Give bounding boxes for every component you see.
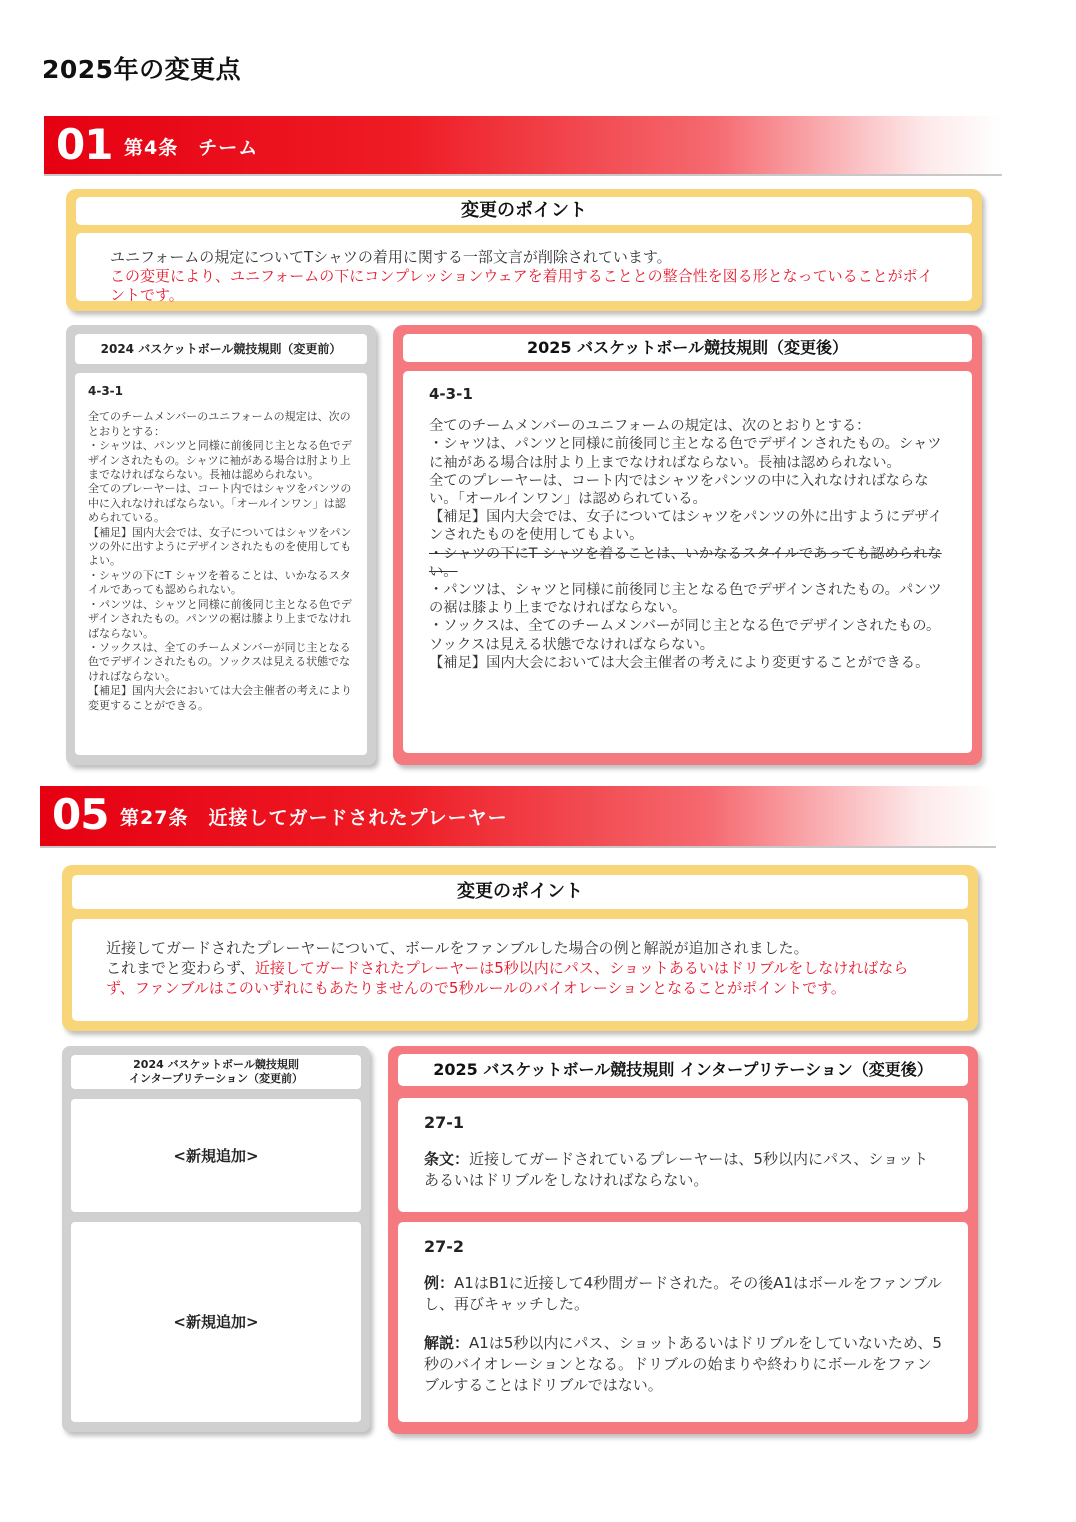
change-point-lead: これまでと変わらず、 [106,959,255,977]
rule-text: 【補足】国内大会では、女子についてはシャツをパンツの外に出すようにデザインされたものを使用してもよい。 [88,525,352,568]
rule-text: 【補足】国内大会では、女子についてはシャツをパンツの外に出すようにデザインされたものを使用してもよい。 [429,509,943,544]
rule-text: ・パンツは、シャツと同様に前後同じ主となる色でデザインされたもの。パンツの裾は膝より上までなければならない。 [88,597,352,640]
rule-text: ・ソックスは、全てのチームメンバーが同じ主となる色でデザインされたもの。ソックスは見える状態でなければならない。 [88,640,351,683]
rule-text: 【補足】国内大会においては大会主催者の考えにより変更することができる。 [429,654,930,671]
old-rule-header: 2024 バスケットボール競技規則（変更前） [75,334,367,364]
rule-text [424,1149,942,1191]
old-rule-box-05 [62,1046,370,1432]
example-label: 例： [424,1274,455,1292]
rule-text: 全てのチームメンバーのユニフォームの規定は、次のとおりとする： [429,418,871,435]
rule-text: ・パンツは、シャツと同様に前後同じ主となる色でデザインされたもの。パンツの裾は膝より上までなければならない。 [429,582,942,617]
interpretation-27-2 [398,1222,968,1422]
change-point-highlight: 近接してガードされたプレーヤーは5秒以内にパス、ショットあるいはドリブルをしなければならず、ファンブルはこのいずれにもあたりませんので5秒ルールのバイオレーションとなることがポイントです。 [106,959,909,997]
page-title: 2025年の変更点 [42,55,242,84]
rule-text: 全てのチームメンバーのユニフォームの規定は、次のとおりとする： [88,410,351,438]
section-title: 第27条 近接してガードされたプレーヤー [120,807,508,829]
old-rule-body [75,373,367,755]
old-rule-box-01 [66,325,376,765]
change-point-box-01 [66,189,982,311]
section-number: 05 [52,790,109,839]
change-point-text-2 [106,958,934,998]
new-rule-box-01 [393,325,982,765]
change-point-header: 変更のポイント [76,197,972,225]
article-number: 4-3-1 [88,384,124,398]
new-rule-box-05 [388,1046,978,1434]
old-rule-panel-1 [71,1099,361,1212]
explanation-text [424,1333,942,1396]
rule-text: ・シャツは、パンツと同様に前後同じ主となる色でデザインされたもの。シャツに袖がある場合は肘より上までなければならない。長袖は認められない。 [88,439,352,482]
rule-text: ・シャツは、パンツと同様に前後同じ主となる色でデザインされたもの。シャツに袖がある場合は肘より上までなければならない。長袖は認められない。 [429,436,942,471]
section-header-01 [44,116,1002,176]
article-number: 27-1 [424,1113,465,1132]
old-rule-header-line2: インタープリテーション（変更前） [129,1072,303,1085]
change-point-text: ユニフォームの規定についてTシャツの着用に関する一部文言が削除されています。 [110,248,672,266]
change-point-body [76,233,972,304]
deleted-rule-text: ・シャツの下にT シャツを着ることは、いかなるスタイルであっても認められない。 [429,545,942,580]
old-rule-header-line1: 2024 バスケットボール競技規則 [133,1058,299,1071]
rule-text: 全てのプレーヤーは、コート内ではシャツをパンツの中に入れなければならない。「オールインワン」は認められている。 [429,472,929,508]
rule-label: 条文： [424,1150,470,1168]
new-rule-header: 2025 バスケットボール競技規則（変更後） [403,334,972,362]
section-title: 第4条 チーム [124,137,259,159]
explanation-label: 解説： [424,1334,470,1352]
rule-text: ・シャツの下にT シャツを着ることは、いかなるスタイルであっても認められない。 [88,568,351,597]
section-header-05 [40,786,996,848]
rule-text: 【補足】国内大会においては大会主催者の考えにより変更することができる。 [88,684,352,712]
change-point-text: 近接してガードされたプレーヤーについて、ボールをファンブルした場合の例と解説が追加されました。 [106,939,809,957]
change-point-header: 変更のポイント [72,875,968,909]
article-number: 4-3-1 [429,385,473,403]
change-point-box-05 [62,865,978,1031]
example-body: A1はB1に近接して4秒間ガードされた。その後A1はボールをファンブルし、再びキャッチした。 [424,1274,942,1313]
rule-body: 近接してガードされているプレーヤーは、5秒以内にパス、ショットあるいはドリブルをしなければならない。 [424,1150,929,1189]
interpretation-27-1 [398,1098,968,1212]
rule-text: 全てのプレーヤーは、コート内ではシャツをパンツの中に入れなければならない。「オールインワン」は認められている。 [88,482,352,525]
article-number: 27-2 [424,1237,465,1256]
change-point-body [72,919,968,1021]
new-rule-body [403,371,972,753]
new-addition-label: <新規追加> [173,1313,259,1331]
old-rule-header [71,1055,361,1089]
section-number: 01 [56,120,113,169]
example-text [424,1273,942,1315]
old-rule-panel-2 [71,1222,361,1422]
explanation-body: A1は5秒以内にパス、ショットあるいはドリブルをしていないため、5秒のバイオレーションとなる。ドリブルの始まりや終わりにボールをファンブルすることはドリブルではない。 [424,1334,942,1394]
change-point-highlight: この変更により、ユニフォームの下にコンプレッションウェアを着用することとの整合性を図る形となっていることがポイントです。 [110,267,933,304]
new-addition-label: <新規追加> [173,1147,259,1165]
new-rule-header: 2025 バスケットボール競技規則 インタープリテーション（変更後） [398,1054,968,1086]
rule-text: ・ソックスは、全てのチームメンバーが同じ主となる色でデザインされたもの。ソックスは見える状態でなければならない。 [429,618,941,653]
